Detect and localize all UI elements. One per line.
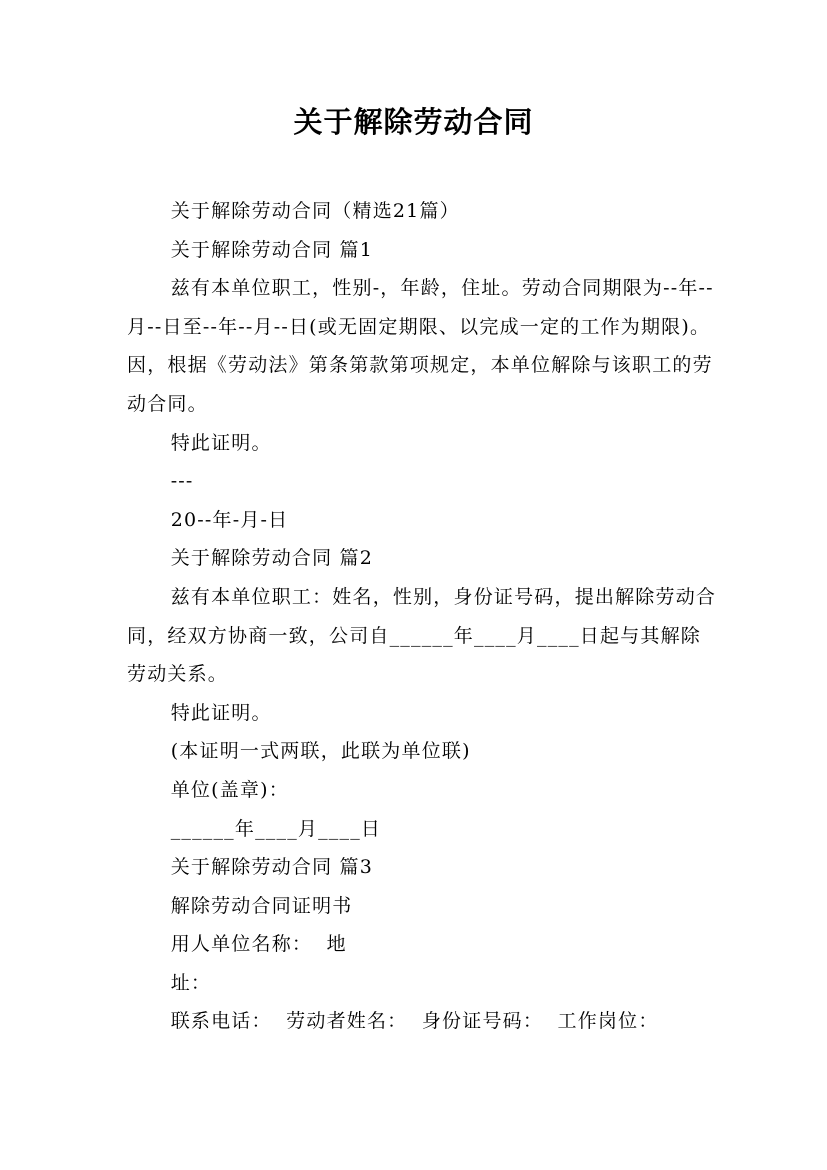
contact-fields-line: 联系电话： 劳动者姓名： 身份证号码： 工作岗位： [170,1010,659,1033]
paragraph-resignation-statement: 兹有本单位职工：姓名，性别，身份证号码，提出解除劳动合同，经双方协商一致，公司自______年____月____日起与其解除劳动关系。 [127,585,717,686]
collection-heading: 关于解除劳动合同（精选21篇） [170,200,460,222]
date-line: 20--年-月-日 [170,508,289,531]
certificate-title: 解除劳动合同证明书 [170,894,353,917]
address-field: 址： [170,971,212,994]
paragraph-termination-statement: 兹有本单位职工，性别-，年龄，住址。劳动合同期限为--年--月--日至--年--月--日(或无固定期限、以完成一定的工作为期限)。因，根据《劳动法》第条第款第项规定，本单位解除与该职工的劳动合同。 [127,277,714,415]
unit-seal-line: 单位(盖章)： [170,778,289,801]
employer-name-field: 用人单位名称： 地 [170,933,347,956]
paragraph-certification: 特此证明。 [170,431,272,454]
document-title: 关于解除劳动合同 [293,105,534,139]
paragraph-certification-2: 特此证明。 [170,701,272,724]
paragraph-copy-note: (本证明一式两联，此联为单位联) [170,740,471,763]
section-heading-3: 关于解除劳动合同 篇3 [170,856,374,879]
signature-placeholder: --- [170,470,194,493]
section-heading-1: 关于解除劳动合同 篇1 [170,238,374,261]
date-blank-line: ______年____月____日 [170,817,382,840]
document-body [127,192,717,1041]
section-heading-2: 关于解除劳动合同 篇2 [170,547,374,570]
